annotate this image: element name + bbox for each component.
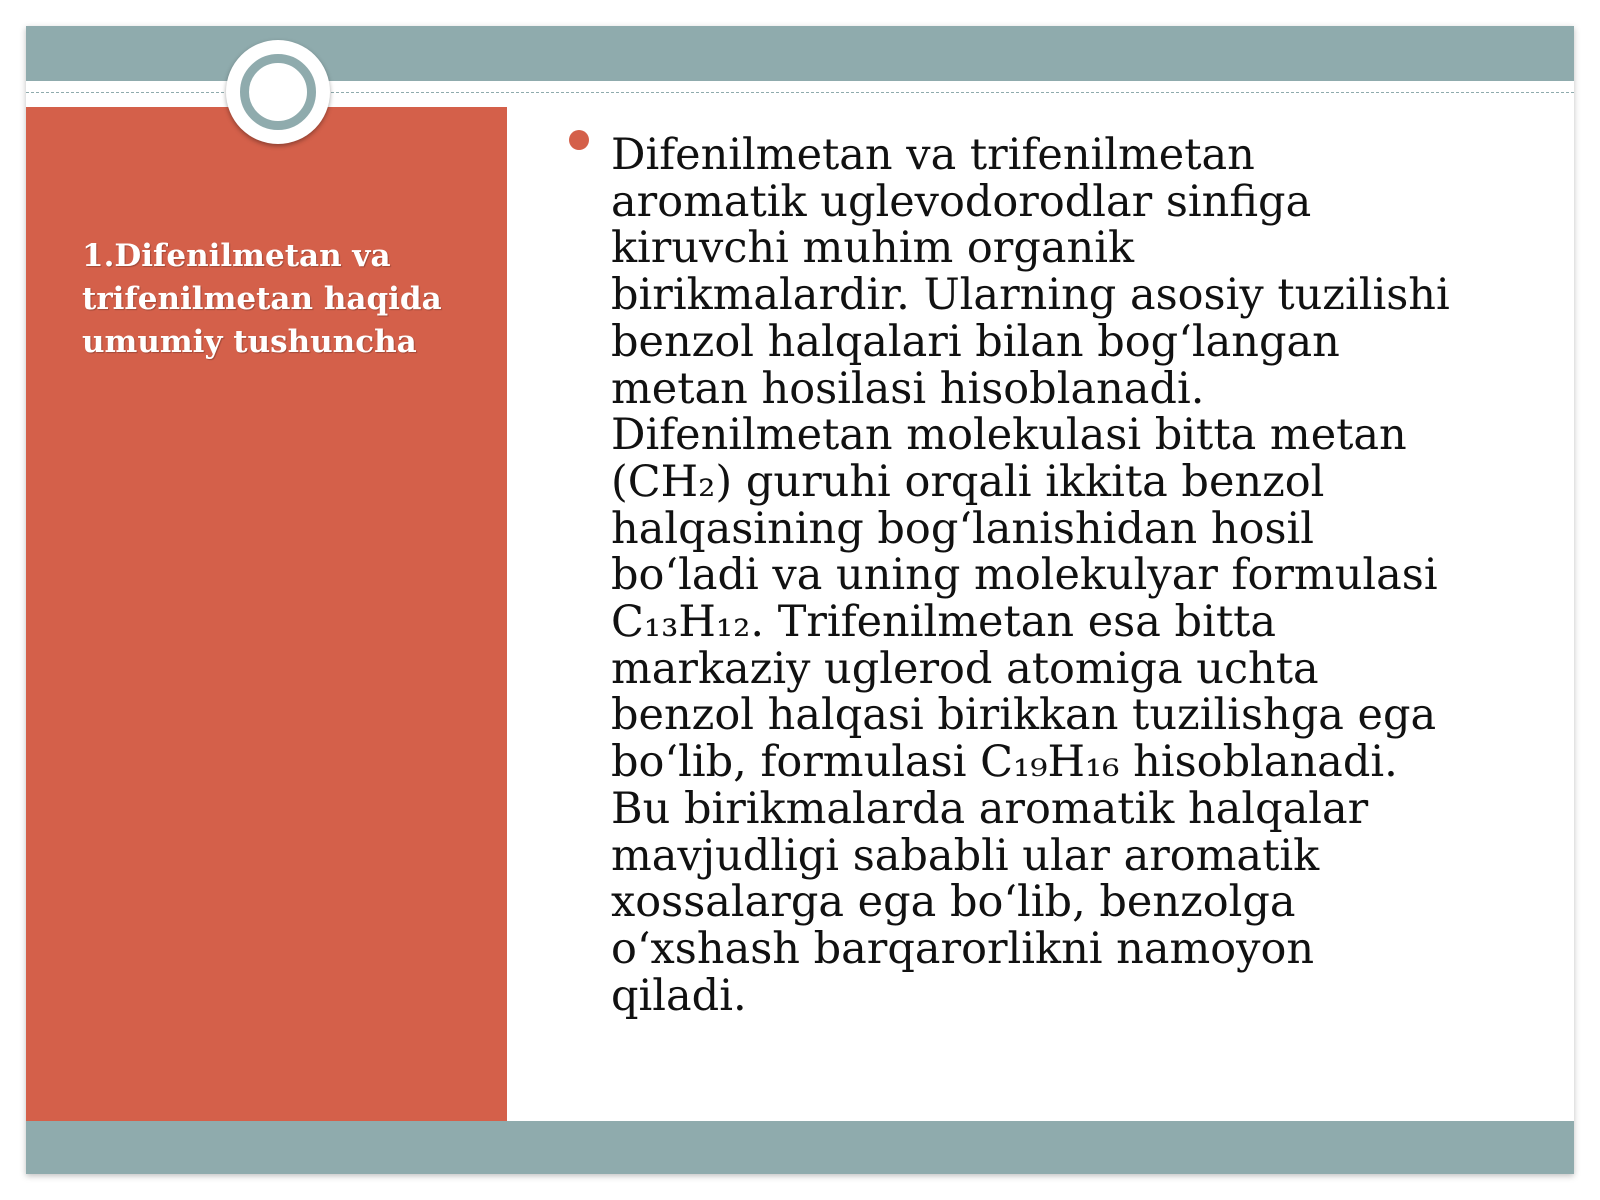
bullet-dot-icon: [569, 130, 589, 150]
slide-title: 1.Difenilmetan va trifenilmetan haqida umumiy tushuncha: [82, 238, 442, 360]
ring-ornament-icon: [226, 40, 330, 144]
bottom-band: [26, 1121, 1574, 1174]
slide: [26, 26, 1574, 1174]
side-panel: [26, 107, 507, 1148]
body-text: Difenilmetan va trifenilmetan aromatik uglevodorodlar sinfiga kiruvchi muhim organik birikmalardir. Ularning asosiy tuzilishi benzol halqalari bilan bog‘langan metan hosilasi hisoblanadi. Difenilmetan molekulasi bitta metan (CH₂) guruhi orqali ikkita benzol halqasining bog‘lanishidan hosil bo‘ladi va uning molekulyar formulasi C₁₃H₁₂. Trifenilmetan esa bitta markaziy uglerod atomiga uchta benzol halqasi birikkan tuzilishga ega bo‘lib, formulasi C₁₉H₁₆ hisoblanadi. Bu birikmalarda aromatik halqalar mavjudligi sababli ular aromatik xossalarga ega bo‘lib, benzolga o‘xshash barqarorlikni namoyon qiladi.: [611, 130, 1450, 1021]
